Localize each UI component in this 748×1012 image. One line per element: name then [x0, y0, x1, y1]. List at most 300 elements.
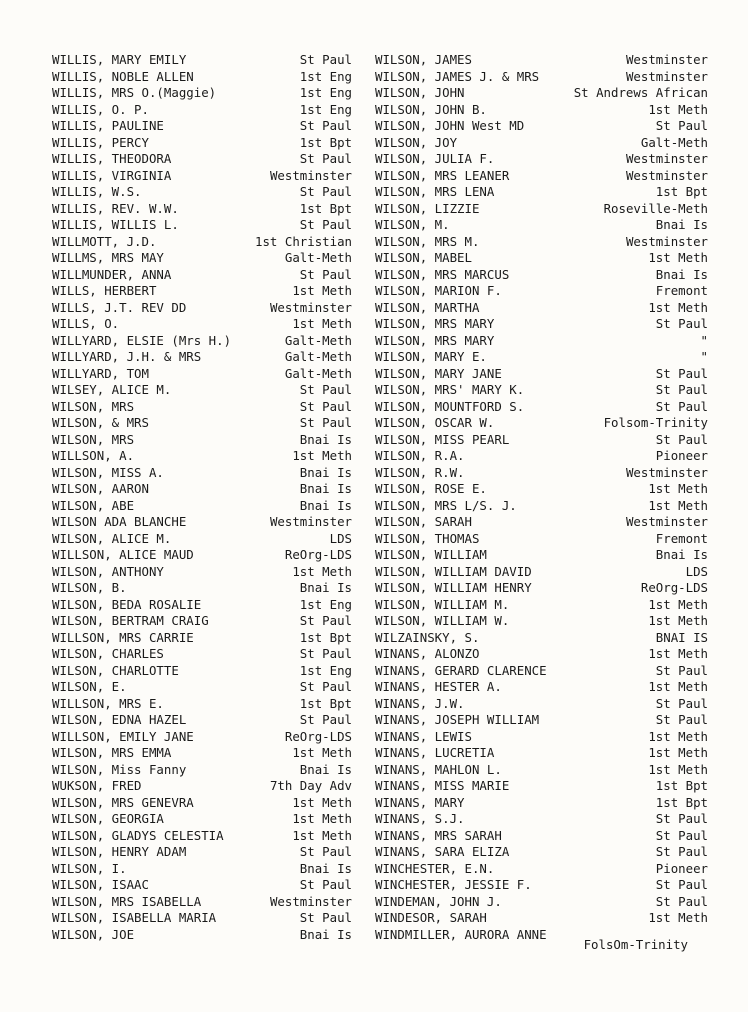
entry-church: Bnai Is	[655, 266, 708, 282]
entry-church: St Paul	[655, 877, 708, 892]
entry-church: 1st Bpt	[655, 778, 708, 793]
entry-church: 1st Meth	[648, 910, 708, 925]
entry-name: WILSON, ISABELLA MARIA	[52, 910, 217, 925]
entry-name: WILSON, M.	[375, 217, 450, 232]
directory-entry	[52, 465, 352, 482]
entry-church: LDS	[685, 563, 708, 579]
directory-entry	[52, 481, 352, 498]
directory-entry	[52, 85, 352, 102]
directory-entry	[375, 877, 708, 894]
entry-church: 1st Meth	[648, 745, 708, 760]
directory-entry	[52, 696, 352, 713]
entry-name: WILSON, MARTHA	[375, 299, 480, 315]
entry-name: WILLIS, MRS O.(Maggie)	[52, 85, 217, 100]
entry-name: WILZAINSKY, S.	[375, 629, 480, 645]
entry-church: Westminster	[269, 893, 352, 909]
entry-name: WILLS, J.T. REV DD	[52, 299, 187, 315]
entry-church: Bnai Is	[299, 481, 352, 496]
entry-church: St Paul	[299, 910, 352, 925]
directory-entry	[52, 184, 352, 201]
entry-church: BNAI IS	[655, 629, 708, 645]
directory-entry	[375, 613, 708, 630]
entry-name: WILSON, JAMES	[375, 52, 472, 67]
entry-church: Westminster	[269, 514, 352, 529]
directory-entry	[375, 333, 708, 350]
entry-church: Bnai Is	[655, 547, 708, 562]
entry-name: WINDESOR, SARAH	[375, 910, 487, 925]
entry-name: WILLIS, MARY EMILY	[52, 52, 187, 67]
entry-church: 1st Meth	[648, 481, 708, 496]
directory-entry	[52, 762, 352, 779]
directory-entry	[375, 828, 708, 845]
entry-name: WILLSON, EMILY JANE	[52, 728, 194, 744]
directory-entry	[375, 712, 708, 729]
entry-name: WINANS, MRS SARAH	[375, 827, 502, 843]
directory-entry	[375, 300, 708, 317]
entry-name: WILSON, CHARLES	[52, 646, 164, 661]
directory-entry	[375, 844, 708, 861]
directory-entry	[52, 861, 352, 878]
entry-name: WINANS, ALONZO	[375, 646, 480, 661]
directory-entry	[375, 52, 708, 69]
entry-name: WILSON, THOMAS	[375, 530, 480, 546]
directory-entry	[52, 151, 352, 168]
entry-church: 1st Eng	[299, 85, 352, 100]
entry-name: WILSON, ANTHONY	[52, 563, 164, 579]
entry-church: 1st Meth	[292, 448, 352, 463]
directory-entry	[52, 168, 352, 185]
directory-entry	[375, 399, 708, 416]
entry-name: WILLSON, ALICE MAUD	[52, 547, 194, 562]
entry-church: Galt-Meth	[284, 250, 352, 265]
entry-church: St Paul	[299, 52, 352, 67]
directory-entry	[375, 201, 708, 218]
directory-entry	[52, 663, 352, 680]
entry-church: ReOrg-LDS	[284, 728, 352, 744]
directory-entry	[375, 531, 708, 548]
directory-entry	[52, 712, 352, 729]
entry-church: St Paul	[299, 844, 352, 859]
entry-church: 1st Meth	[648, 646, 708, 661]
entry-name: WILSON, BEDA ROSALIE	[52, 596, 202, 612]
entry-name: WILSON, MRS EMMA	[52, 745, 172, 760]
directory-entry	[375, 168, 708, 185]
entry-church: St Paul	[655, 827, 708, 843]
entry-name: WILLSON, A.	[52, 448, 135, 463]
entry-church: 1st Eng	[299, 101, 352, 117]
directory-entry	[375, 448, 708, 465]
entry-church: Galt-Meth	[284, 349, 352, 364]
entry-church: 1st Bpt	[299, 134, 352, 150]
entry-church: 1st Meth	[648, 101, 708, 117]
entry-name: WILSON, ABE	[52, 497, 135, 513]
entry-name: WILSON, JOHN West MD	[375, 118, 525, 133]
entry-church: 1st Meth	[648, 613, 708, 628]
entry-church: 1st Meth	[648, 497, 708, 513]
entry-name: WILLYARD, ELSIE (Mrs H.)	[52, 332, 232, 348]
entry-name: WINANS, LUCRETIA	[375, 745, 495, 760]
directory-entry	[52, 201, 352, 218]
directory-entry	[375, 415, 708, 432]
directory-entry	[375, 217, 708, 234]
entry-name: WILLMUNDER, ANNA	[52, 266, 172, 282]
entry-church: Bnai Is	[299, 431, 352, 447]
entry-church: 1st Christian	[255, 233, 352, 249]
entry-name: WILSON, MRS M.	[375, 233, 480, 249]
directory-entry	[375, 597, 708, 614]
entry-name: WILSON, MARY E.	[375, 349, 487, 364]
entry-name: WILSON, JOHN	[375, 85, 465, 100]
directory-entry	[375, 745, 708, 762]
entry-church: 1st Meth	[292, 283, 352, 298]
entry-name: WILSON, WILLIAM DAVID	[375, 563, 532, 579]
entry-church: Bnai Is	[299, 464, 352, 480]
entry-church: 7th Day Adv	[269, 778, 352, 793]
directory-entry	[375, 894, 708, 911]
entry-church: "	[700, 332, 708, 348]
directory-entry	[375, 135, 708, 152]
directory-entry	[52, 316, 352, 333]
entry-church: Folsom-Trinity	[603, 415, 708, 430]
entry-name: WILLYARD, TOM	[52, 365, 149, 381]
directory-entry	[375, 250, 708, 267]
directory-entry	[375, 910, 708, 927]
directory-entry	[52, 250, 352, 267]
entry-church: 1st Eng	[299, 596, 352, 612]
entry-name: WILSON, MISS PEARL	[375, 431, 510, 447]
entry-church: St Paul	[655, 118, 708, 133]
directory-entry	[52, 877, 352, 894]
directory-entry	[52, 366, 352, 383]
entry-church: Bnai Is	[299, 497, 352, 513]
entry-church: 1st Meth	[292, 563, 352, 579]
entry-church: Westminster	[625, 68, 708, 84]
entry-name: WILSON, EDNA HAZEL	[52, 712, 187, 727]
entry-church: 1st Meth	[648, 596, 708, 612]
entry-church: St Paul	[655, 811, 708, 826]
directory-entry	[52, 514, 352, 531]
entry-church: St Paul	[655, 662, 708, 678]
entry-name: WILSON, ROSE E.	[375, 481, 487, 496]
entry-church: 1st Meth	[648, 728, 708, 744]
entry-name: WILLS, HERBERT	[52, 283, 157, 298]
entry-church: St Paul	[655, 365, 708, 381]
entry-name: WILSON, MRS ISABELLA	[52, 893, 202, 909]
directory-entry	[52, 844, 352, 861]
directory-entry	[52, 333, 352, 350]
entry-name: WILSON, B.	[52, 580, 127, 595]
entry-name: WINANS, LEWIS	[375, 728, 472, 744]
directory-entry	[375, 679, 708, 696]
entry-name: WINANS, GERARD CLARENCE	[375, 662, 547, 678]
entry-name: WILSON, WILLIAM	[375, 547, 487, 562]
entry-church: Roseville-Meth	[603, 200, 708, 216]
entry-name: WILSON, WILLIAM M.	[375, 596, 510, 612]
entry-name: WILSON, WILLIAM W.	[375, 613, 510, 628]
entry-name: WILSON, R.A.	[375, 448, 465, 463]
entry-church: "	[700, 349, 708, 364]
entry-name: WILLIS, THEODORA	[52, 151, 172, 166]
directory-entry	[52, 630, 352, 647]
directory-entry	[52, 102, 352, 119]
entry-name: WILSON, LIZZIE	[375, 200, 480, 216]
entry-church: Fremont	[655, 530, 708, 546]
directory-entry	[375, 118, 708, 135]
directory-entry	[375, 547, 708, 564]
entry-church: St Paul	[299, 877, 352, 892]
entry-church: 1st Meth	[292, 316, 352, 331]
directory-entry	[375, 580, 708, 597]
entry-church: 1st Bpt	[655, 794, 708, 810]
entry-church: Fremont	[655, 283, 708, 298]
directory-entry	[375, 729, 708, 746]
entry-name: WILSON, E.	[52, 679, 127, 694]
entry-name: WILLIS, O. P.	[52, 101, 149, 117]
entry-name: WILSON, MRS' MARY K.	[375, 382, 525, 397]
entry-church: St Paul	[299, 646, 352, 661]
entry-church: St Paul	[299, 613, 352, 628]
entry-name: WILSON, MRS MARY	[375, 332, 495, 348]
directory-entry	[375, 316, 708, 333]
entry-church: 1st Meth	[292, 811, 352, 826]
right-column	[375, 52, 708, 952]
entry-church: ReOrg-LDS	[284, 547, 352, 562]
entry-name: WILSON, MARY JANE	[375, 365, 502, 381]
entry-church: Westminster	[625, 52, 708, 67]
directory-entry	[375, 432, 708, 449]
directory-entry	[375, 382, 708, 399]
entry-name: WILSON, R.W.	[375, 464, 465, 480]
directory-entry	[52, 745, 352, 762]
entry-church: St Paul	[299, 266, 352, 282]
entry-name: WINCHESTER, E.N.	[375, 860, 495, 876]
entry-name: WILSON, JOY	[375, 134, 458, 150]
entry-church: Westminster	[625, 514, 708, 529]
entry-church: 1st Eng	[299, 662, 352, 678]
entry-name: WILSON, MRS	[52, 398, 135, 414]
directory-entry	[375, 283, 708, 300]
entry-church: Westminster	[269, 299, 352, 315]
entry-church: St Paul	[655, 893, 708, 909]
entry-name: WILSON, JULIA F.	[375, 151, 495, 166]
directory-entry	[375, 234, 708, 251]
entry-name: WILSON ADA BLANCHE	[52, 514, 187, 529]
entry-church: 1st Meth	[648, 250, 708, 265]
entry-name: WILSON, MRS L/S. J.	[375, 497, 517, 513]
entry-name: WINDMILLER, AURORA ANNE	[375, 926, 547, 942]
entry-church: 1st Meth	[648, 679, 708, 694]
entry-church: 1st Bpt	[299, 695, 352, 711]
directory-entry	[375, 349, 708, 366]
entry-name: WILSON, HENRY ADAM	[52, 844, 187, 859]
directory-entry	[375, 85, 708, 102]
directory-entry	[52, 531, 352, 548]
entry-church: 1st Meth	[292, 745, 352, 760]
entry-church: LDS	[329, 530, 352, 546]
entry-name: WILLS, O.	[52, 316, 120, 331]
entry-church: Westminster	[625, 151, 708, 166]
directory-entry	[52, 679, 352, 696]
entry-name: WINANS, MARY	[375, 794, 465, 810]
entry-church: Pioneer	[655, 448, 708, 463]
directory-entry	[375, 795, 708, 812]
entry-name: WILSON, MRS LENA	[375, 184, 495, 199]
entry-church: St Paul	[299, 382, 352, 397]
entry-church: 1st Eng	[299, 68, 352, 84]
entry-name: WILSON, AARON	[52, 481, 149, 496]
left-column	[52, 52, 352, 943]
directory-entry	[52, 382, 352, 399]
entry-name: WINANS, MISS MARIE	[375, 778, 510, 793]
directory-entry	[52, 547, 352, 564]
entry-church: Westminster	[625, 464, 708, 480]
entry-name: WINANS, MAHLON L.	[375, 761, 502, 777]
directory-entry	[52, 69, 352, 86]
directory-entry	[52, 646, 352, 663]
entry-church: 1st Bpt	[299, 629, 352, 645]
entry-name: WINANS, SARA ELIZA	[375, 844, 510, 859]
directory-entry	[375, 762, 708, 779]
entry-name: WILLIS, PAULINE	[52, 118, 164, 133]
entry-name: WINANS, JOSEPH WILLIAM	[375, 712, 540, 727]
directory-entry	[52, 613, 352, 630]
directory-entry	[52, 729, 352, 746]
entry-church: St Paul	[299, 679, 352, 694]
entry-church: St Paul	[655, 398, 708, 414]
directory-entry	[52, 778, 352, 795]
entry-church: St Paul	[655, 431, 708, 447]
entry-name: WILSON, I.	[52, 860, 127, 876]
entry-church: St Paul	[299, 398, 352, 414]
entry-church: St Paul	[655, 844, 708, 859]
directory-entry	[52, 910, 352, 927]
directory-entry	[52, 432, 352, 449]
entry-name: WILSON, JAMES J. & MRS	[375, 68, 540, 84]
entry-name: WINANS, HESTER A.	[375, 679, 502, 694]
directory-entry	[375, 778, 708, 795]
entry-name: WINANS, S.J.	[375, 811, 465, 826]
directory-entry	[375, 184, 708, 201]
entry-church: 1st Bpt	[299, 200, 352, 216]
directory-entry	[375, 514, 708, 531]
entry-name: WILLMS, MRS MAY	[52, 250, 164, 265]
entry-church: St Paul	[299, 118, 352, 133]
entry-church: 1st Meth	[648, 299, 708, 315]
directory-entry	[375, 102, 708, 119]
entry-name: WINDEMAN, JOHN J.	[375, 893, 502, 909]
entry-name: WILSON, ALICE M.	[52, 530, 172, 546]
entry-church: St Paul	[299, 151, 352, 166]
directory-entry	[52, 894, 352, 911]
directory-entry	[375, 926, 708, 952]
directory-entry	[375, 663, 708, 680]
entry-church: Westminster	[625, 233, 708, 249]
directory-entry	[375, 465, 708, 482]
entry-church: Bnai Is	[299, 580, 352, 595]
entry-name: WILSON, MRS MARY	[375, 316, 495, 331]
directory-entry	[375, 564, 708, 581]
directory-entry	[52, 927, 352, 944]
directory-entry	[52, 217, 352, 234]
entry-church: 1st Meth	[648, 761, 708, 777]
directory-entry	[52, 135, 352, 152]
directory-entry	[52, 564, 352, 581]
entry-name: WILSON, MARION F.	[375, 283, 502, 298]
entry-name: WILSON, WILLIAM HENRY	[375, 580, 532, 595]
directory-entry	[375, 498, 708, 515]
entry-name: WILSON, MOUNTFORD S.	[375, 398, 525, 414]
entry-name: WILSON, MRS GENEVRA	[52, 794, 194, 810]
directory-entry	[375, 267, 708, 284]
directory-entry	[52, 811, 352, 828]
entry-church: Bnai Is	[299, 860, 352, 876]
entry-name: WINANS, J.W.	[375, 695, 465, 711]
entry-name: WILLIS, NOBLE ALLEN	[52, 68, 194, 84]
directory-entry	[52, 234, 352, 251]
directory-entry	[52, 300, 352, 317]
directory-entry	[52, 597, 352, 614]
directory-entry	[375, 811, 708, 828]
directory-entry	[52, 795, 352, 812]
entry-church: Galt-Meth	[284, 365, 352, 381]
entry-church: Galt-Meth	[640, 134, 708, 150]
entry-church-continuation: FolsOm-Trinity	[583, 936, 688, 952]
entry-name: WILLMOTT, J.D.	[52, 233, 157, 249]
directory-entry	[375, 366, 708, 383]
entry-church: ReOrg-LDS	[640, 580, 708, 595]
directory-entry	[52, 118, 352, 135]
entry-name: WILSON, JOHN B.	[375, 101, 487, 117]
entry-church: St Paul	[299, 712, 352, 727]
entry-church: St Paul	[655, 695, 708, 711]
entry-name: WILSON, MRS MARCUS	[375, 266, 510, 282]
directory-entry	[52, 283, 352, 300]
entry-name: WILSON, GEORGIA	[52, 811, 164, 826]
entry-name: WILSON, MISS A.	[52, 464, 164, 480]
entry-name: WILSON, Miss Fanny	[52, 761, 187, 777]
entry-church: St Andrews African	[573, 85, 708, 100]
entry-name: WUKSON, FRED	[52, 778, 142, 793]
entry-name: WILSON, ISAAC	[52, 877, 149, 892]
directory-entry	[52, 580, 352, 597]
entry-name: WILSON, JOE	[52, 926, 135, 942]
entry-church: Westminster	[269, 167, 352, 183]
entry-church: Galt-Meth	[284, 332, 352, 348]
entry-name: WILLYARD, J.H. & MRS	[52, 349, 202, 364]
entry-church: 1st Bpt	[655, 184, 708, 199]
directory-entry	[375, 861, 708, 878]
directory-entry	[52, 349, 352, 366]
entry-name: WILLIS, REV. W.W.	[52, 200, 179, 216]
entry-church: Pioneer	[655, 860, 708, 876]
entry-name: WILLSON, MRS E.	[52, 695, 164, 711]
directory-entry	[375, 646, 708, 663]
entry-name: WILSON, CHARLOTTE	[52, 662, 179, 678]
entry-name: WINCHESTER, JESSIE F.	[375, 877, 532, 892]
directory-entry	[52, 448, 352, 465]
entry-name: WILSON, BERTRAM CRAIG	[52, 613, 209, 628]
entry-name: WILSON, MABEL	[375, 250, 472, 265]
entry-church: Westminster	[625, 167, 708, 183]
directory-entry	[375, 151, 708, 168]
directory-entry	[375, 481, 708, 498]
entry-name: WILSEY, ALICE M.	[52, 382, 172, 397]
entry-name: WILSON, MRS	[52, 431, 135, 447]
directory-entry	[375, 630, 708, 647]
entry-name: WILSON, GLADYS CELESTIA	[52, 827, 224, 843]
entry-church: St Paul	[655, 382, 708, 397]
directory-entry	[52, 498, 352, 515]
